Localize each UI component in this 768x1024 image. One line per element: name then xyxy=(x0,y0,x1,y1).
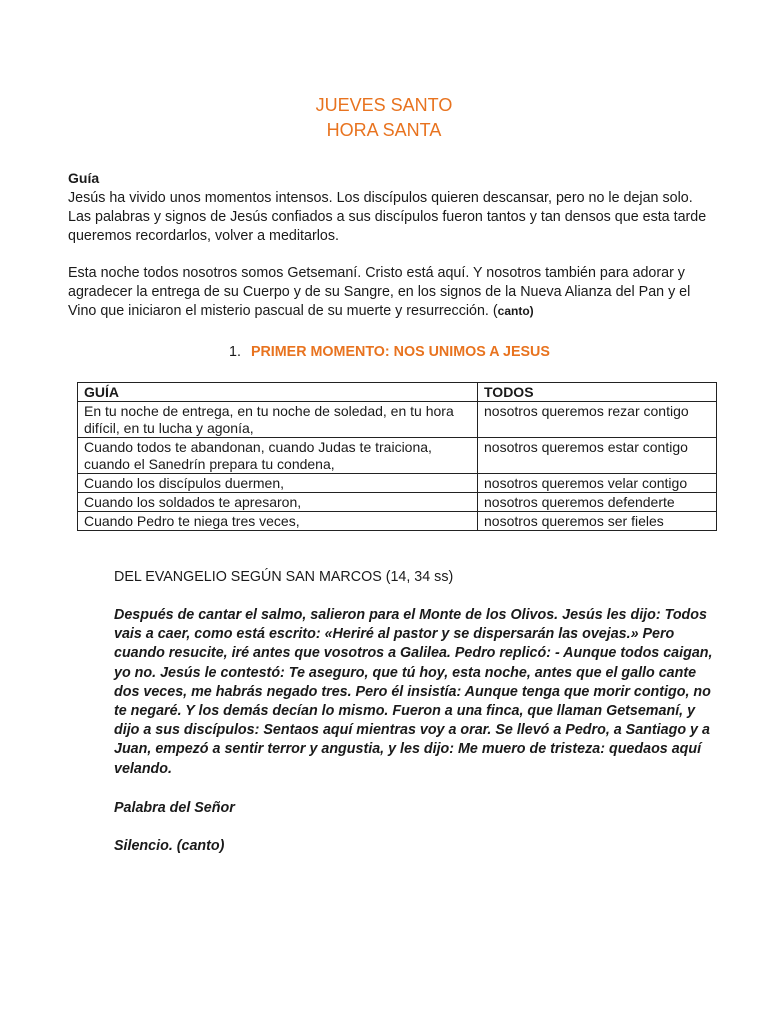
canto-note: canto) xyxy=(497,304,534,318)
table-cell-todos: nosotros queremos velar contigo xyxy=(478,474,717,493)
table-header-row xyxy=(78,383,717,402)
table-cell-guia: En tu noche de entrega, en tu noche de soledad, en tu hora difícil, en tu lucha y agonía, xyxy=(78,402,478,438)
table-cell-todos: nosotros queremos defenderte xyxy=(478,493,717,512)
gospel-reference: DEL EVANGELIO SEGÚN SAN MARCOS (14, 34 ss) xyxy=(114,569,454,585)
column-header-guia: GUÍA xyxy=(78,383,478,402)
closing-word-of-lord: Palabra del Señor xyxy=(114,800,235,816)
table-cell-guia: Cuando los discípulos duermen, xyxy=(78,474,478,493)
responsorial-table xyxy=(77,382,717,531)
document-title-line1: JUEVES SANTO xyxy=(315,95,453,115)
intro-paragraph-2 xyxy=(68,264,708,321)
table-row xyxy=(78,402,717,438)
table-cell-todos: nosotros queremos ser fieles xyxy=(478,512,717,531)
gospel-passage: Después de cantar el salmo, salieron para el Monte de los Olivos. Jesús les dijo: Todos vais a caer, como está escrito: «Heriré al pastor y se dispersarán las ovejas.» Pero cuando resucite, iré antes que vosotros a Galilea. Pedro replicó: - Aunque todos caigan, yo no. Jesús le contestó: Te aseguro, que tú hoy, esta noche, antes que el gallo cante dos veces, me habrás negado tres. Pero él insistía: Aunque tenga que morir contigo, no te negaré. Y los demás decían lo mismo. Fueron a una finca, que llaman Getsemaní, y dijo a sus discípulos: Sentaos aquí mientras voy a orar. Se llevó a Pedro, a Santiago y a Juan, empezó a sentir terror y angustia, y les dijo: Me muero de tristeza: quedaos aquí velando. xyxy=(114,607,713,777)
table-row xyxy=(78,438,717,474)
intro-paragraph-2-text: Esta noche todos nosotros somos Getsemaní. Cristo está aquí. Y nosotros también para adorar y agradecer la entrega de su Cuerpo y de su Sangre, en los signos de la Nueva Alianza del Pan y el Vino que iniciaron el misterio pascual de su muerte y resurrección. ( xyxy=(68,265,691,319)
table-cell-todos: nosotros queremos rezar contigo xyxy=(478,402,717,438)
section-heading xyxy=(229,343,550,361)
column-header-todos: TODOS xyxy=(478,383,717,402)
table-cell-guia: Cuando Pedro te niega tres veces, xyxy=(78,512,478,531)
table-cell-todos: nosotros queremos estar contigo xyxy=(478,438,717,474)
guia-label: Guía xyxy=(68,170,100,186)
table-cell-guia: Cuando los soldados te apresaron, xyxy=(78,493,478,512)
section-number: 1. xyxy=(229,344,241,360)
table-row xyxy=(78,474,717,493)
table-cell-guia: Cuando todos te abandonan, cuando Judas te traiciona, cuando el Sanedrín prepara tu condena, xyxy=(78,438,478,474)
document-title-line2: HORA SANTA xyxy=(326,120,442,140)
intro-paragraph-1: Jesús ha vivido unos momentos intensos. Los discípulos quieren descansar, pero no le dejan solo. Las palabras y signos de Jesús confiados a sus discípulos fueron tantos y tan densos que esta tarde queremos recordarlos, volver a meditarlos. xyxy=(68,190,707,244)
table-row xyxy=(78,493,717,512)
table-row xyxy=(78,512,717,531)
closing-silence: Silencio. (canto) xyxy=(114,838,225,854)
section-title: PRIMER MOMENTO: NOS UNIMOS A JESUS xyxy=(250,344,550,360)
